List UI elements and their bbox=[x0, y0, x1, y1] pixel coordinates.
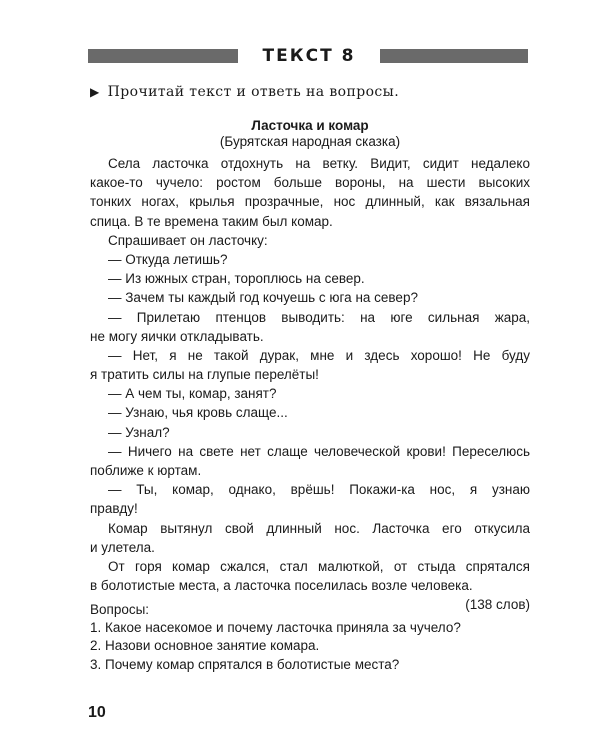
questions-heading: Вопросы: bbox=[90, 602, 150, 617]
text-line: — А чем ты, комар, занят? bbox=[108, 386, 277, 402]
text-line: правду! bbox=[90, 501, 138, 517]
text-line: От горя комар сжался, стал малюткой, от стыда спрятался bbox=[108, 558, 530, 574]
text-line: — Ничего на свете нет слаще человеческой крови! Переселюсь bbox=[108, 443, 530, 459]
story-text bbox=[90, 154, 530, 615]
text-line: тонких ногах, крылья прозрачные, нос длинный, как вязальная bbox=[90, 194, 530, 210]
text-line: поближе к юртам. bbox=[90, 463, 202, 478]
text-line: — Откуда летишь? bbox=[108, 251, 228, 267]
text-line: — Нет, я не такой дурак, мне и здесь хорошо! Не буду bbox=[108, 347, 530, 363]
word-count: (138 слов) bbox=[465, 597, 530, 613]
text-line: — Зачем ты каждый год кочуешь с юга на север? bbox=[108, 290, 418, 306]
instruction-text: Прочитай текст и ответь на вопросы. bbox=[107, 84, 400, 100]
instruction-marker-icon: ▶ bbox=[90, 85, 100, 99]
section-title: ТЕКСТ 8 bbox=[262, 46, 356, 66]
header-bar-right bbox=[380, 49, 528, 63]
header-bar-left bbox=[88, 49, 238, 63]
text-line: и улетела. bbox=[90, 539, 155, 555]
instruction bbox=[90, 84, 510, 100]
text-line: — Узнал? bbox=[108, 424, 170, 440]
text-line: не могу яички откладывать. bbox=[90, 328, 264, 344]
page-number: 10 bbox=[88, 704, 106, 721]
text-line: — Ты, комар, однако, врёшь! Покажи-ка нос, я узнаю bbox=[108, 482, 530, 498]
text-line: — Прилетаю птенцов выводить: на юге сильная жара, bbox=[108, 309, 530, 325]
questions-section bbox=[90, 601, 530, 674]
text-line: — Узнаю, чья кровь слаще... bbox=[108, 405, 288, 421]
text-line: Комар вытянул свой длинный нос. Ласточка его откусила bbox=[108, 520, 530, 536]
text-line: спица. В те времена таким был комар. bbox=[90, 213, 333, 229]
story-title: Ласточка и комар bbox=[251, 118, 369, 133]
text-line: Спрашивает он ласточку: bbox=[108, 232, 268, 248]
question-item: 1. Какое насекомое и почему ласточка приняла за чучело? bbox=[90, 620, 461, 636]
text-line: в болотистые места, а ласточка поселилась возле человека. bbox=[90, 578, 473, 594]
question-item: 3. Почему комар спрятался в болотистые места? bbox=[90, 656, 400, 672]
section-header bbox=[88, 47, 528, 67]
text-line: — Из южных стран, тороплюсь на север. bbox=[108, 271, 365, 287]
text-line: Села ласточка отдохнуть на ветку. Видит, сидит недалеко bbox=[108, 156, 530, 171]
text-line: какое-то чучело: ростом больше вороны, на шести высоких bbox=[90, 175, 530, 191]
text-line: я тратить силы на глупые перелёты! bbox=[90, 367, 319, 383]
question-item: 2. Назови основное занятие комара. bbox=[90, 638, 320, 654]
story-subtitle: (Бурятская народная сказка) bbox=[219, 134, 401, 149]
